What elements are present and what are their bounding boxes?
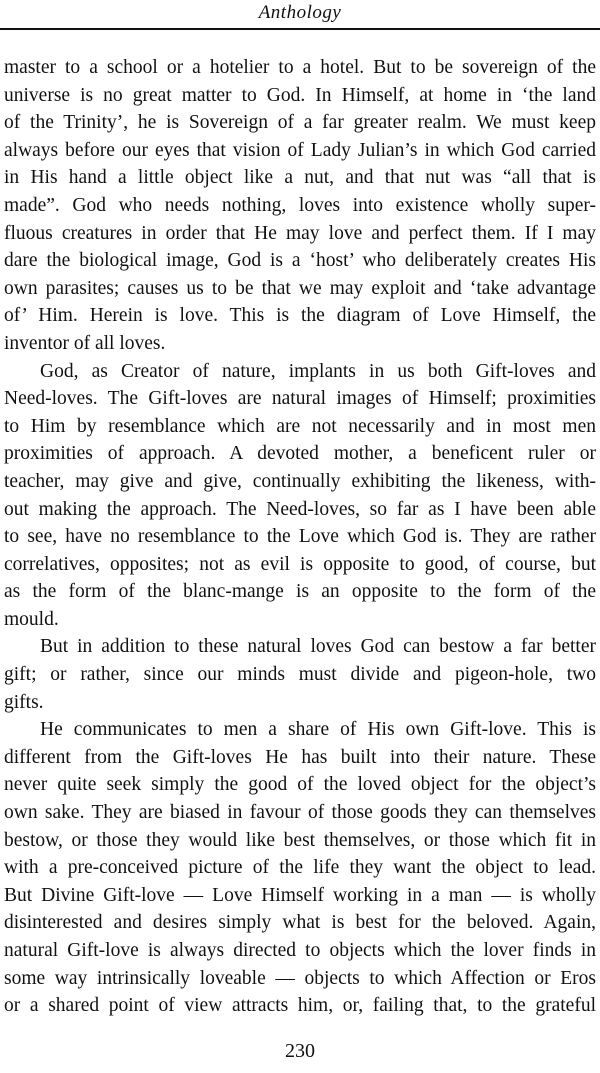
text-line: to Him by resemblance which are not necessarily and in most men bbox=[4, 415, 596, 437]
body-text bbox=[4, 54, 596, 1020]
text-line: gift; or rather, since our minds must divide and pigeon-hole, two bbox=[4, 664, 596, 686]
header-rule bbox=[0, 28, 600, 30]
text-line: fluous creatures in order that He may love and perfect them. If I may bbox=[4, 222, 596, 244]
text-line: mould. bbox=[4, 608, 59, 630]
text-line: as the form of the blanc-mange is an opposite to the form of the bbox=[4, 581, 596, 603]
text-line: inventor of all loves. bbox=[4, 332, 166, 354]
text-line: disinterested and desires simply what is best for the beloved. Again, bbox=[4, 912, 596, 934]
text-line: own parasites; causes us to be that we may exploit and ‘take advantage bbox=[4, 277, 596, 299]
text-line: some way intrinsically loveable — objects to which Affection or Eros bbox=[4, 967, 596, 989]
text-line: correlatives, opposites; not as evil is opposite to good, of course, but bbox=[4, 553, 596, 575]
running-head-title: Anthology bbox=[258, 2, 342, 23]
text-line: in His hand a little object like a nut, and that nut was “all that is bbox=[4, 167, 596, 189]
text-line: proximities of approach. A devoted mother, a beneficent ruler or bbox=[4, 443, 596, 465]
text-line: dare the biological image, God is a ‘host’ who deliberately creates His bbox=[4, 250, 596, 272]
page-number: 230 bbox=[285, 1040, 315, 1062]
text-line: But Divine Gift-love — Love Himself working in a man — is wholly bbox=[4, 884, 596, 906]
text-line: out making the approach. The Need-loves, so far as I have been able bbox=[4, 498, 596, 520]
text-line: never quite seek simply the good of the loved object for the object’s bbox=[4, 774, 596, 796]
text-line: He communicates to men a share of His own Gift-love. This is bbox=[40, 719, 596, 741]
text-line: gifts. bbox=[4, 691, 44, 713]
text-line: God, as Creator of nature, implants in us both Gift-loves and bbox=[40, 360, 596, 382]
text-line: or a shared point of view attracts him, or, failing that, to the grateful bbox=[4, 995, 596, 1017]
text-line: bestow, or those they would like best themselves, or those which fit in bbox=[4, 829, 596, 851]
text-line: of’ Him. Herein is love. This is the diagram of Love Himself, the bbox=[4, 305, 596, 327]
text-line: of the Trinity’, he is Sovereign of a far greater realm. We must keep bbox=[4, 112, 596, 134]
text-line: natural Gift-love is always directed to objects which the lover finds in bbox=[4, 940, 596, 961]
text-line: Need-loves. The Gift-loves are natural images of Himself; proximities bbox=[4, 388, 596, 410]
text-line: master to a school or a hotelier to a hotel. But to be sovereign of the bbox=[4, 57, 596, 78]
text-line: own sake. They are biased in favour of those goods they can themselves bbox=[4, 802, 596, 824]
text-line: teacher, may give and give, continually exhibiting the likeness, with- bbox=[4, 470, 596, 492]
text-line: different from the Gift-loves He has built into their nature. These bbox=[4, 746, 596, 768]
text-line: to see, have no resemblance to the Love which God is. They are rather bbox=[4, 526, 596, 548]
text-line: with a pre-conceived picture of the life they want the object to lead. bbox=[4, 857, 596, 879]
text-line: always before our eyes that vision of Lady Julian’s in which God carried bbox=[4, 139, 596, 161]
text-line: But in addition to these natural loves God can bestow a far better bbox=[40, 636, 596, 658]
text-line: made”. God who needs nothing, loves into existence wholly super- bbox=[4, 194, 596, 216]
text-line: universe is no great matter to God. In Himself, at home in ‘the land bbox=[4, 84, 596, 106]
